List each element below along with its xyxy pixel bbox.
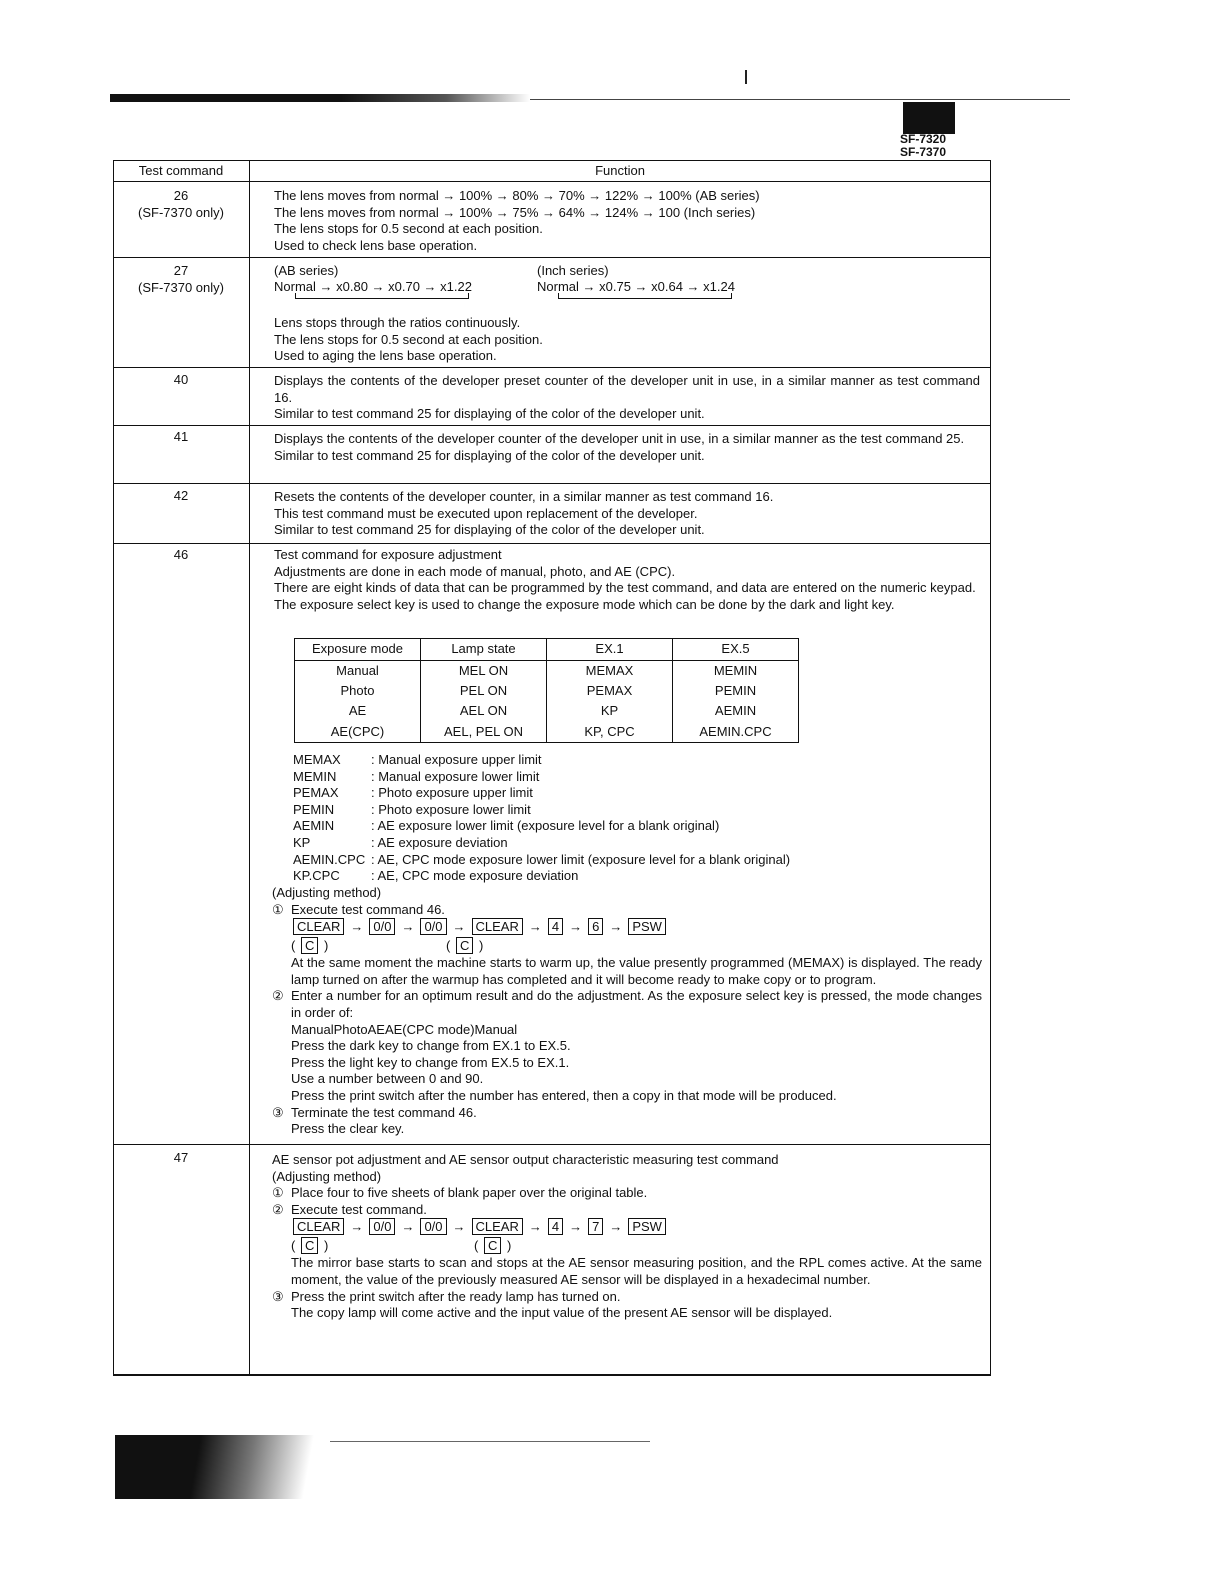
list-item [293,852,790,869]
header-ex1: EX.1 [547,639,673,661]
abbr-desc: : AE, CPC mode exposure lower limit (exposure level for a blank original) [371,851,791,867]
key-sequence-row [291,1218,982,1237]
abbr-term: KP.CPC [293,868,340,884]
list-item [293,835,790,852]
row-42-command [114,487,248,504]
step-3 [272,1289,982,1306]
command-number: 40 [173,372,189,387]
function-line: The lens stops for 0.5 second at each position. [274,221,543,237]
abbr-term: AEMIN.CPC [293,851,366,867]
key-c: C [301,937,318,954]
step-2 [272,1202,982,1219]
table-cell: AEL, PEL ON [421,722,547,743]
adjusting-method-label: (Adjusting method) [272,1168,382,1184]
function-line: Lens stops through the ratios continuously. [274,315,521,330]
arrow-icon: → [609,919,623,935]
step-line: Use a number between 0 and 90. [291,1071,484,1087]
row-divider [113,257,991,258]
abbr-desc: : AE, CPC mode exposure deviation [371,868,579,884]
row-46-command [114,546,248,563]
row-27-function [274,315,980,365]
column-separator [249,160,250,1376]
arrow-icon: → [569,919,583,935]
step-text: At the same moment the machine starts to warm up, the value presently programmed (MEMAX) is displayed. The ready lamp turned on after the warmup has completed and it will become ready to make copy or to program. [291,955,982,987]
row-41-command [114,428,248,445]
key-digit: 7 [588,1218,603,1235]
abbr-term: PEMAX [293,785,339,801]
function-line: Test command for exposure adjustment [274,547,502,562]
function-line: Used to check lens base operation. [274,237,478,253]
key-sequence-row [291,918,982,937]
list-item [293,802,790,819]
abbr-desc: : Photo exposure lower limit [371,801,531,817]
table-cell: AEMIN.CPC [673,722,799,743]
list-item [293,752,790,769]
function-line: This test command must be executed upon replacement of the developer. [274,505,698,521]
function-line: Displays the contents of the developer counter of the developer unit in use, in a similar manner as the test command 25. [274,431,965,446]
row-divider [113,1144,991,1145]
step-title: Terminate the test command 46. [291,1104,477,1120]
table-cell: MEL ON [421,661,547,682]
table-cell: MEMAX [547,661,673,682]
command-number: 26 [173,188,189,203]
ab-series-label: (AB series) [274,263,339,278]
function-line: AE sensor pot adjustment and AE sensor output characteristic measuring test command [272,1152,779,1167]
top-scan-bar [110,94,1070,102]
ab-series-sequence: Normal → x0.80 → x0.70 → x1.22 [274,279,472,294]
table-cell: AE(CPC) [295,722,421,743]
function-line: The lens moves from normal → 100% → 75% → 64% → 124% → 100 (Inch series) [274,204,756,220]
step-2 [272,988,982,1021]
key-zero: 0/0 [420,1218,446,1235]
model-label [900,133,946,159]
key-sequence [272,1218,982,1288]
abbr-term: KP [293,834,311,850]
row-47-command [114,1149,248,1166]
abbr-desc: : Manual exposure upper limit [371,752,542,767]
step-line: Press the print switch after the number has entered, then a copy in that mode will be produced. [291,1087,837,1103]
abbr-term: AEMIN [293,818,335,834]
adjusting-method-label: (Adjusting method) [272,885,382,900]
model-line-1: SF-7320 [900,132,947,146]
table-header-row [295,639,799,661]
function-line: Used to aging the lens base operation. [274,348,497,364]
step-3 [272,1105,982,1122]
abbr-term: PEMIN [293,801,335,817]
key-c: C [456,937,473,954]
table-cell: MEMIN [673,661,799,682]
abbr-desc: : AE exposure deviation [371,834,508,850]
table-cell: KP [547,702,673,723]
row-divider [113,483,991,484]
list-item [293,769,790,786]
key-c: C [301,1237,318,1254]
list-item [293,868,790,885]
abbr-desc: : AE exposure lower limit (exposure level for a blank original) [371,818,720,834]
step-title: Execute test command. [291,1201,427,1217]
step-text: Press the clear key. [291,1121,405,1137]
header-exposure-mode: Exposure mode [295,639,421,661]
key-zero: 0/0 [369,1218,395,1235]
inch-series-sequence: Normal → x0.75 → x0.64 → x1.24 [537,279,735,294]
model-line-2: SF-7370 [900,145,947,159]
command-note: (SF-7370 only) [138,205,224,220]
step-1 [272,1185,982,1202]
command-number: 42 [173,488,189,503]
table-cell: AEL ON [421,702,547,723]
function-line: Similar to test command 25 for displaying of the color of the developer unit. [274,406,705,422]
ab-loop-arrow [295,293,469,299]
list-item [293,785,790,802]
step-number: ② [272,988,284,1004]
arrow-icon: → [569,1219,583,1235]
command-number: 41 [173,429,189,444]
row-divider [113,367,991,368]
inch-loop-arrow [558,293,732,299]
command-number: 46 [173,547,189,562]
step-text: The mirror base starts to scan and stops at the AE sensor measuring position, and the RPL comes active. At the same moment, the value of the previously measured AE sensor will be displayed in a hexadecimal number. [291,1255,982,1287]
step-text: The copy lamp will come active and the input value of the present AE sensor will be displayed. [291,1305,833,1321]
abbr-term: MEMAX [293,752,341,767]
table-cell: Photo [295,681,421,702]
key-clear: CLEAR [472,1218,523,1235]
arrow-icon: → [528,919,542,935]
row-divider [113,543,991,544]
command-number: 47 [173,1150,189,1165]
step-number: ③ [272,1288,284,1304]
step-title: Execute test command 46. [291,901,445,917]
table-cell: PEL ON [421,681,547,702]
row-40-command [114,371,248,388]
step-1 [272,902,982,919]
c-key-row: ( C ) ( C ) [291,938,484,954]
row-46-intro [274,547,980,613]
arrow-icon: → [401,919,415,935]
table-cell: KP, CPC [547,722,673,743]
function-line: Displays the contents of the developer preset counter of the developer unit in use, in a similar manner as test command 16. [274,373,980,405]
function-line: Adjustments are done in each mode of manual, photo, and AE (CPC). [274,563,676,579]
step-number: ② [272,1201,284,1217]
table-row [295,681,799,702]
step-line: ManualPhotoAEAE(CPC mode)Manual [291,1021,518,1037]
row-divider [113,425,991,426]
key-clear: CLEAR [293,1218,344,1235]
table-cell: PEMAX [547,681,673,702]
header-ex5: EX.5 [673,639,799,661]
function-line: There are eight kinds of data that can be programmed by the test command, and data are entered on the numeric keypad. [274,580,976,596]
function-line: Similar to test command 25 for displaying of the color of the developer unit. [274,447,705,463]
row-47-function [272,1152,982,1322]
abbr-desc: : Manual exposure lower limit [371,768,540,784]
key-sequence [272,918,982,988]
header-lamp-state: Lamp state [421,639,547,661]
key-clear: CLEAR [472,918,523,935]
arrow-icon: → [401,1219,415,1235]
abbr-desc: : Photo exposure upper limit [371,785,533,801]
header-divider [113,181,991,182]
key-psw: PSW [628,918,666,935]
key-clear: CLEAR [293,918,344,935]
c-key-row: ( C ) ( C ) [291,1238,512,1254]
table-row [295,722,799,743]
key-zero: 0/0 [420,918,446,935]
exposure-mode-table [294,638,799,743]
row-40-function [274,373,980,423]
arrow-icon: → [609,1219,623,1235]
function-line: The lens stops for 0.5 second at each position. [274,331,543,347]
table-cell: AE [295,702,421,723]
step-number: ① [272,1185,284,1201]
arrow-icon: → [452,919,466,935]
table-row [295,702,799,723]
function-line: The lens moves from normal → 100% → 80% → 70% → 122% → 100% (AB series) [274,188,760,203]
bottom-scan-line [330,1441,650,1442]
key-c: C [484,1237,501,1254]
row-26-command [114,187,248,221]
step-number: ① [272,901,284,917]
function-line: Similar to test command 25 for displaying of the color of the developer unit. [274,522,705,538]
table-cell: PEMIN [673,681,799,702]
function-line: Resets the contents of the developer counter, in a similar manner as test command 16. [274,489,774,504]
row-27-command [114,262,248,296]
row-41-function [274,431,980,464]
abbr-term: MEMIN [293,768,337,784]
command-note: (SF-7370 only) [138,280,224,295]
table-row [295,661,799,682]
table-cell: AEMIN [673,702,799,723]
bottom-scan-smudge [115,1435,330,1499]
key-digit: 4 [548,918,563,935]
scan-mark [745,70,747,84]
step-line: Press the light key to change from EX.5 to EX.1. [291,1054,570,1070]
arrow-icon: → [350,919,364,935]
step-2-details [272,1022,982,1105]
arrow-icon: → [350,1219,364,1235]
key-zero: 0/0 [369,918,395,935]
row-26-function [274,188,980,254]
list-item [293,818,790,835]
arrow-icon: → [452,1219,466,1235]
step-line: Press the dark key to change from EX.1 to EX.5. [291,1038,571,1054]
key-digit: 4 [548,1218,563,1235]
table-cell: Manual [295,661,421,682]
key-psw: PSW [628,1218,666,1235]
arrow-icon: → [528,1219,542,1235]
key-digit: 6 [588,918,603,935]
command-number: 27 [173,263,189,278]
step-title: Press the print switch after the ready lamp has turned on. [291,1288,621,1304]
step-text: Place four to five sheets of blank paper over the original table. [291,1185,648,1201]
step-number: ③ [272,1104,284,1120]
row-42-function [274,489,980,539]
step-text: Enter a number for an optimum result and do the adjustment. As the exposure select key is pressed, the mode changes in order of: [291,988,982,1020]
row-46-method [272,885,982,1138]
header-test-command: Test command [138,163,224,178]
inch-series-label: (Inch series) [537,263,609,278]
corner-tab-block [903,102,955,134]
header-function: Function [595,163,645,178]
function-line: The exposure select key is used to change the exposure mode which can be done by the dark and light key. [274,596,895,612]
abbreviation-list [293,752,790,885]
